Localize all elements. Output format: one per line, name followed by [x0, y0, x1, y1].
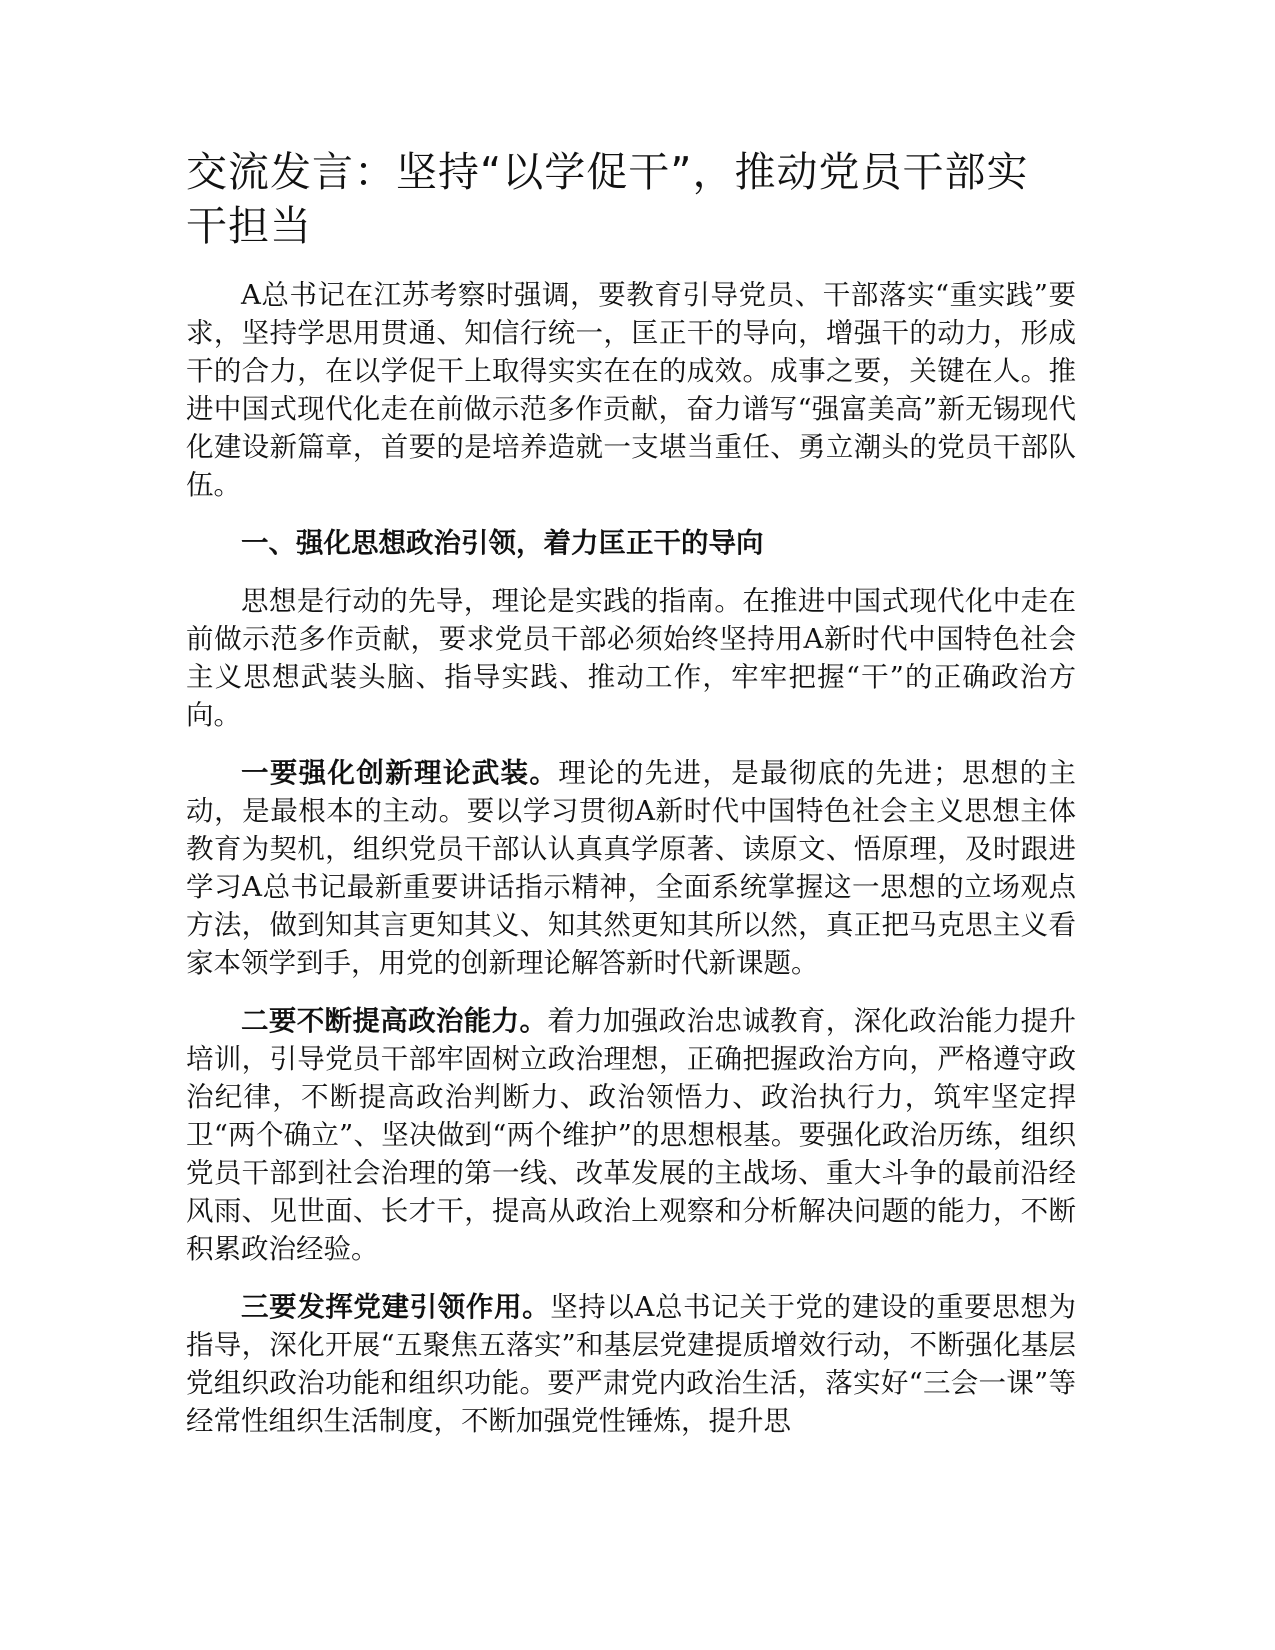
section-heading: 一、强化思想政治引领，着力匡正干的导向: [241, 527, 764, 559]
document-title: 交流发言：坚持“以学促干”，推动党员干部实干担当: [186, 148, 1029, 250]
document-body: [186, 276, 1076, 1460]
intro-paragraph: A总书记在江苏考察时强调，要教育引导党员、干部落实“重实践”要求，坚持学思用贯通、知信行统一，匡正干的导向，增强干的动力，形成干的合力，在以学促干上取得实实在在的成效。成事之要，关键在人。推进中国式现代化走在前做示范多作贡献，奋力谱写“强富美高”新无锡现代化建设新篇章，首要的是培养造就一支堪当重任、勇立潮头的党员干部队伍。: [186, 279, 1076, 501]
point-lead-3: 三要发挥党建引领作用。: [241, 1291, 551, 1323]
point-paragraph-1: [186, 754, 1076, 982]
section-intro-paragraph: 思想是行动的先导，理论是实践的指南。在推进中国式现代化中走在前做示范多作贡献，要求党员干部必须始终坚持用A新时代中国特色社会主义思想武装头脑、指导实践、推动工作，牢牢把握“干”的正确政治方向。: [186, 585, 1076, 731]
point-text-1: 理论的先进，是最彻底的先进；思想的主动，是最根本的主动。要以学习贯彻A新时代中国特色社会主义思想主体教育为契机，组织党员干部认认真真学原著、读原文、悟原理，及时跟进学习A总书记最新重要讲话指示精神，全面系统掌握这一思想的立场观点方法，做到知其言更知其义、知其然更知其所以然，真正把马克思主义看家本领学到手，用党的创新理论解答新时代新课题。: [186, 757, 1077, 979]
point-paragraph-2: [186, 1002, 1076, 1268]
point-text-3: 坚持以A总书记关于党的建设的重要思想为指导，深化开展“五聚焦五落实”和基层党建提质增效行动，不断强化基层党组织政治功能和组织功能。要严肃党内政治生活，落实好“三会一课”等经常性组织生活制度，不断加强党性锤炼，提升思: [186, 1291, 1077, 1437]
point-paragraph-3: [186, 1288, 1076, 1440]
point-text-2: 着力加强政治忠诚教育，深化政治能力提升培训，引导党员干部牢固树立政治理想，正确把握政治方向，严格遵守政治纪律，不断提高政治判断力、政治领悟力、政治执行力，筑牢坚定捍卫“两个确立”、坚决做到“两个维护”的思想根基。要强化政治历练，组织党员干部到社会治理的第一线、改革发展的主战场、重大斗争的最前沿经风雨、见世面、长才干，提高从政治上观察和分析解决问题的能力，不断积累政治经验。: [186, 1005, 1077, 1265]
point-lead-1: 一要强化创新理论武装。: [241, 757, 559, 789]
point-lead-2: 二要不断提高政治能力。: [241, 1005, 548, 1037]
